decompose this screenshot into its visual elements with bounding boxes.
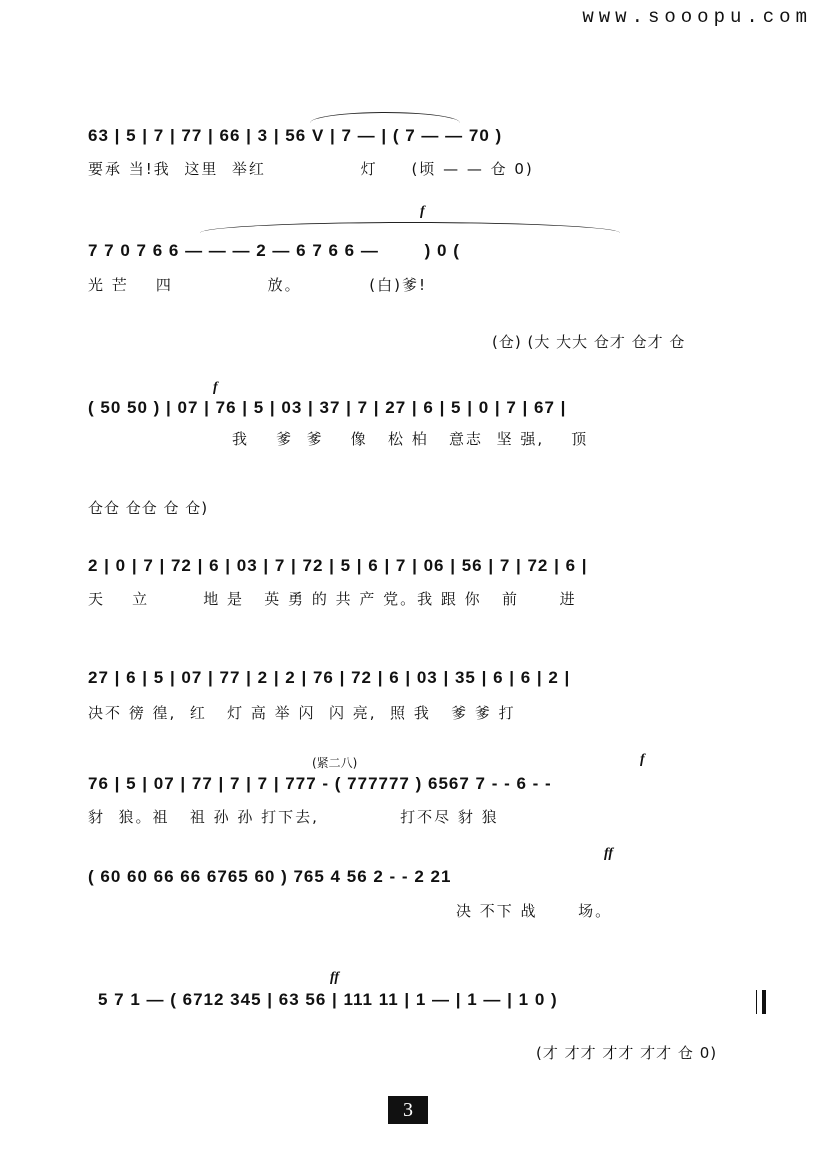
- page-number: 3: [388, 1096, 428, 1124]
- notation-row-7: 27 | 6 | 5 | 07 | 77 | 2 | 2 | 76 | 72 | 6 | 03 | 35 | 6 | 6 | 2 |: [88, 668, 571, 687]
- slur: [310, 112, 460, 123]
- lyric-row-9: 决 不下 战 场。: [456, 902, 613, 920]
- notation-row-4: ( 50 50 ) | 07 | 76 | 5 | 03 | 37 | 7 | 27 | 6 | 5 | 0 | 7 | 67 |: [88, 398, 567, 417]
- dynamic-forte: f: [420, 204, 425, 219]
- notation-row-9: ( 60 60 66 66 6765 60 ) 765 4 56 2 - - 2 21: [88, 867, 452, 886]
- notation-row-10: 5 7 1 — ( 6712 345 | 63 56 | 111 11 | 1 — | 1 — | 1 0 ): [98, 990, 558, 1009]
- lyric-row-8: 豺 狼。祖 祖 孙 孙 打下去, 打不尽 豺 狼: [88, 808, 499, 826]
- dynamic-forte: f: [213, 380, 218, 395]
- notation-row-8: 76 | 5 | 07 | 77 | 7 | 7 | 777 - ( 777777 ) 6567 7 - - 6 - -: [88, 774, 552, 793]
- lyric-row-4: 我 爹 爹 像 松 柏 意志 坚 强, 顶: [232, 430, 589, 448]
- slur: [200, 222, 620, 233]
- notation-row-1: 63 | 5 | 7 | 77 | 66 | 3 | 56 V | 7 — | ( 7 — — 70 ): [88, 126, 503, 145]
- final-barline-thin: [756, 990, 757, 1014]
- percussion-row-5: 仓仓 仓仓 仓 仓): [88, 499, 209, 517]
- lyric-row-2: 光 芒 四 放。 (白)爹!: [88, 276, 427, 294]
- lyric-row-1: 要承 当!我 这里 举红 灯 (顷 — — 仓 0): [88, 160, 534, 178]
- notation-row-2: 7 7 0 7 6 6 — — — 2 — 6 7 6 6 — ) 0 (: [88, 241, 460, 260]
- percussion-row-3: (仓) (大 大大 仓才 仓才 仓: [492, 333, 686, 351]
- lyric-row-7: 决不 徬 徨, 红 灯 高 举 闪 闪 亮, 照 我 爹 爹 打: [88, 704, 516, 722]
- dynamic-fortissimo: ff: [604, 846, 614, 861]
- percussion-row-10: (才 才才 才才 才才 仓 0): [536, 1044, 718, 1062]
- lyric-row-6: 天 立 地 是 英 勇 的 共 产 党。我 跟 你 前 进: [88, 590, 577, 608]
- final-barline-thick: [762, 990, 766, 1014]
- dynamic-fortissimo: ff: [330, 970, 340, 985]
- dynamic-forte: f: [640, 752, 645, 767]
- website-url: www.sooopu.com: [582, 6, 812, 28]
- tempo-marking: (紧二八): [312, 756, 358, 770]
- notation-row-6: 2 | 0 | 7 | 72 | 6 | 03 | 7 | 72 | 5 | 6 | 7 | 06 | 56 | 7 | 72 | 6 |: [88, 556, 588, 575]
